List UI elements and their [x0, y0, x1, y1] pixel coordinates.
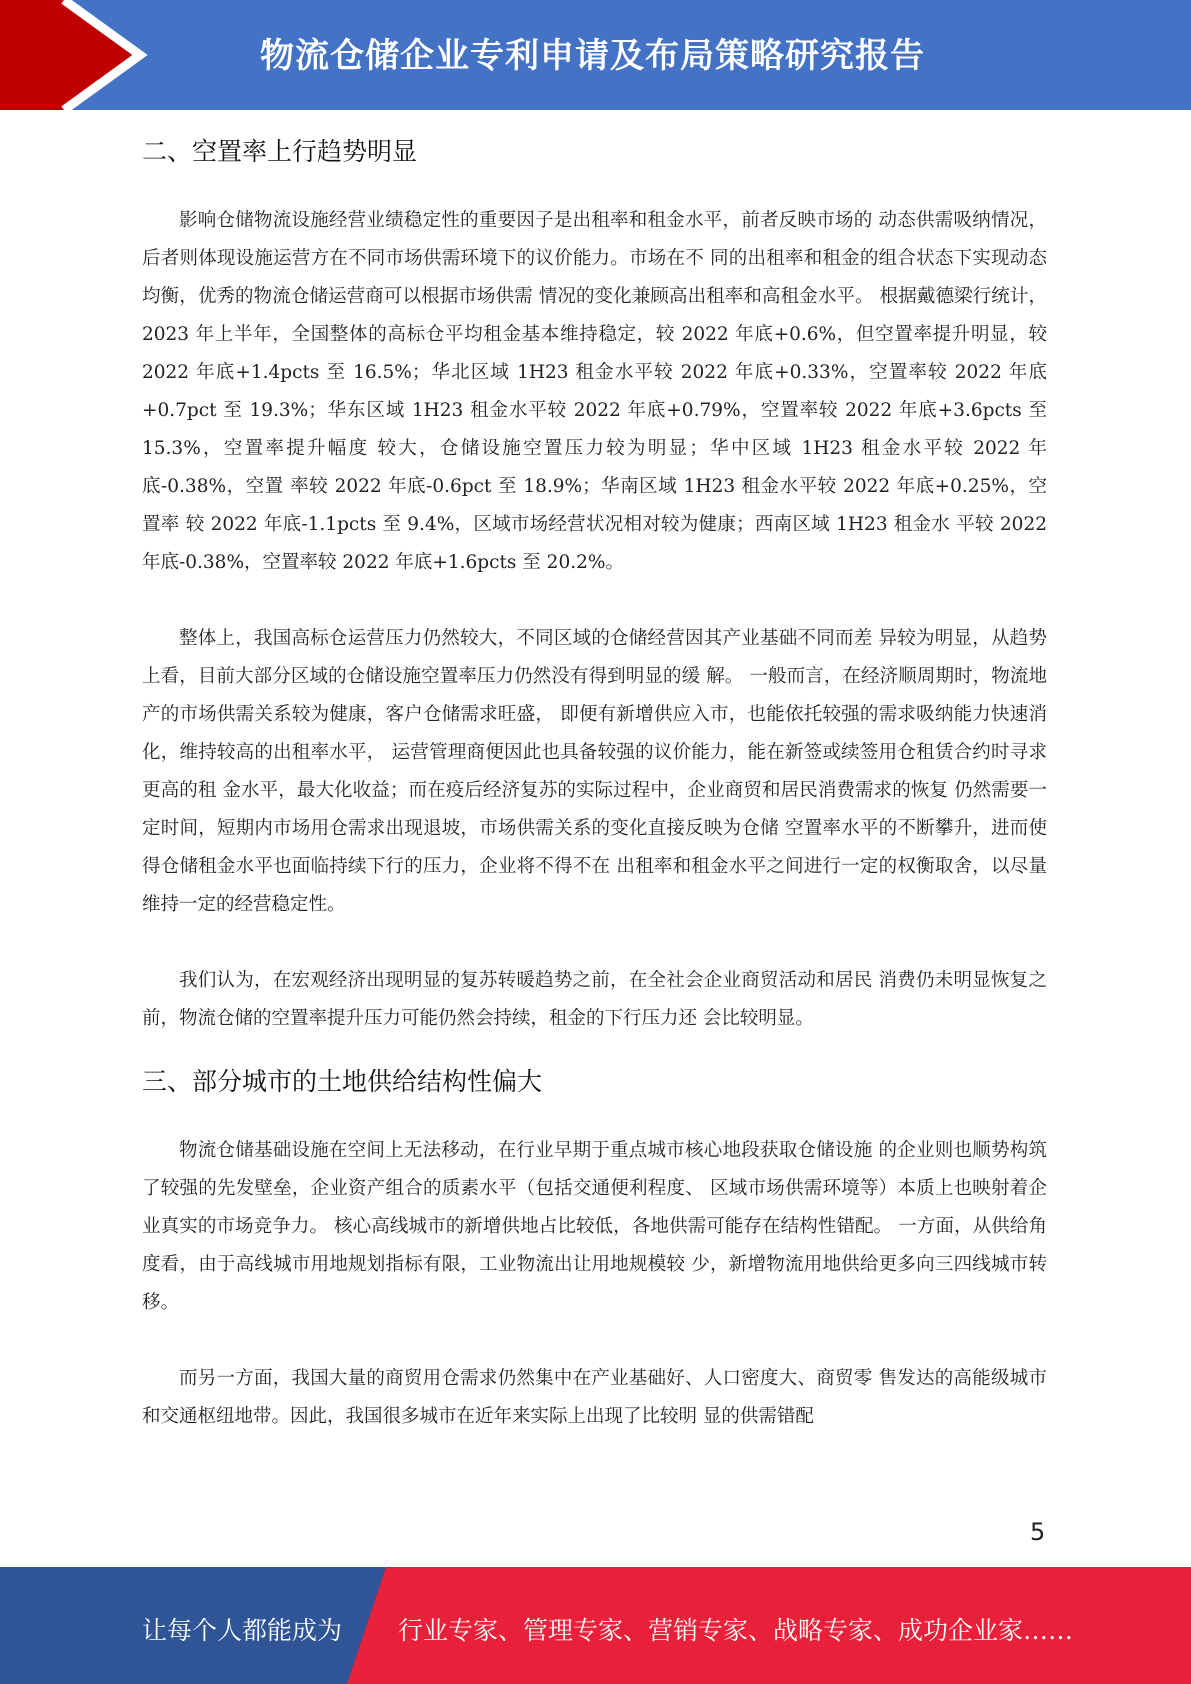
paragraph: 我们认为，在宏观经济出现明显的复苏转暖趋势之前，在全社会企业商贸活动和居民 消费仍未明显恢复之前，物流仓储的空置率提升压力可能仍然会持续，租金的下行压力还 会比较明显。 — [142, 970, 1047, 1029]
paragraph: 物流仓储基础设施在空间上无法移动，在行业早期于重点城市核心地段获取仓储设施 的企业则也顺势构筑了较强的先发壁垒，企业资产组合的质素水平（包括交通便利程度、 区域市场供需环境等）本质上也映射着企业真实的市场竞争力。 核心高线城市的新增供地占比较低，各地供需可能存在结构性错配。 一方面，从供给角度看，由于高线城市用地规划指标有限，工业物流出让用地规模较 少，新增物流用地供给更多向三四线城市转移。 — [142, 1140, 1047, 1313]
paragraph: 影响仓储物流设施经营业绩稳定性的重要因子是出租率和租金水平，前者反映市场的 动态供需吸纳情况，后者则体现设施运营方在不同市场供需环境下的议价能力。市场在不 同的出租率和租金的组合状态下实现动态均衡，优秀的物流仓储运营商可以根据市场供需 情况的变化兼顾高出租率和高租金水平。 根据戴德梁行统计，2023 年上半年，全国整体的高标仓平均租金基本维持稳定，较 2022 年底+0.6%，但空置率提升明显，较 2022 年底+1.4pcts 至 16.5%；华北区域 1H23 租金水平较 2022 年底+0.33%，空置率较 2022 年底+0.7pct 至 19.3%；华东区域 1H23 租金水平较 2022 年底+0.79%，空置率较 2022 年底+3.6pcts 至 15.3%，空置率提升幅度 较大，仓储设施空置压力较为明显；华中区域 1H23 租金水平较 2022 年底-0.38%，空置 率较 2022 年底-0.6pct 至 18.9%；华南区域 1H23 租金水平较 2022 年底+0.25%，空置率 较 2022 年底-1.1pcts 至 9.4%，区域市场经营状况相对较为健康；西南区域 1H23 租金水 平较 2022 年底-0.38%，空置率较 2022 年底+1.6pcts 至 20.2%。 — [142, 210, 1047, 573]
page-footer — [0, 1567, 1191, 1684]
section-heading-vacancy: 二、空置率上行趋势明显 — [142, 137, 418, 166]
header-red-arrow-decoration — [0, 0, 150, 110]
page-header — [0, 0, 1191, 110]
footer-slogan-right: 行业专家、管理专家、营销专家、战略专家、成功企业家…… — [398, 1616, 1074, 1645]
paragraph: 整体上，我国高标仓运营压力仍然较大，不同区域的仓储经营因其产业基础不同而差 异较为明显，从趋势上看，目前大部分区域的仓储设施空置率压力仍然没有得到明显的缓 解。 一般而言，在经济顺周期时，物流地产的市场供需关系较为健康，客户仓储需求旺盛， 即便有新增供应入市，也能依托较强的需求吸纳能力快速消化，维持较高的出租率水平， 运营管理商便因此也具备较强的议价能力，能在新签或续签用仓租赁合约时寻求更高的租 金水平，最大化收益；而在疫后经济复苏的实际过程中，企业商贸和居民消费需求的恢复 仍然需要一定时间，短期内市场用仓需求出现退坡，市场供需关系的变化直接反映为仓储 空置率水平的不断攀升，进而使得仓储租金水平也面临持续下行的压力，企业将不得不在 出租率和租金水平之间进行一定的权衡取舍，以尽量维持一定的经营稳定性。 — [142, 628, 1047, 915]
report-title: 物流仓储企业专利申请及布局策略研究报告 — [260, 36, 925, 76]
page-number: 5 — [1030, 1518, 1046, 1546]
section-heading-land-supply: 三、部分城市的土地供给结构性偏大 — [142, 1067, 543, 1096]
page-body — [142, 128, 1047, 1436]
paragraph: 而另一方面，我国大量的商贸用仓需求仍然集中在产业基础好、人口密度大、商贸零 售发达的高能级城市和交通枢纽地带。因此，我国很多城市在近年来实际上出现了比较明 显的供需错配 — [142, 1368, 1047, 1427]
footer-slogan-left: 让每个人都能成为 — [142, 1616, 343, 1645]
